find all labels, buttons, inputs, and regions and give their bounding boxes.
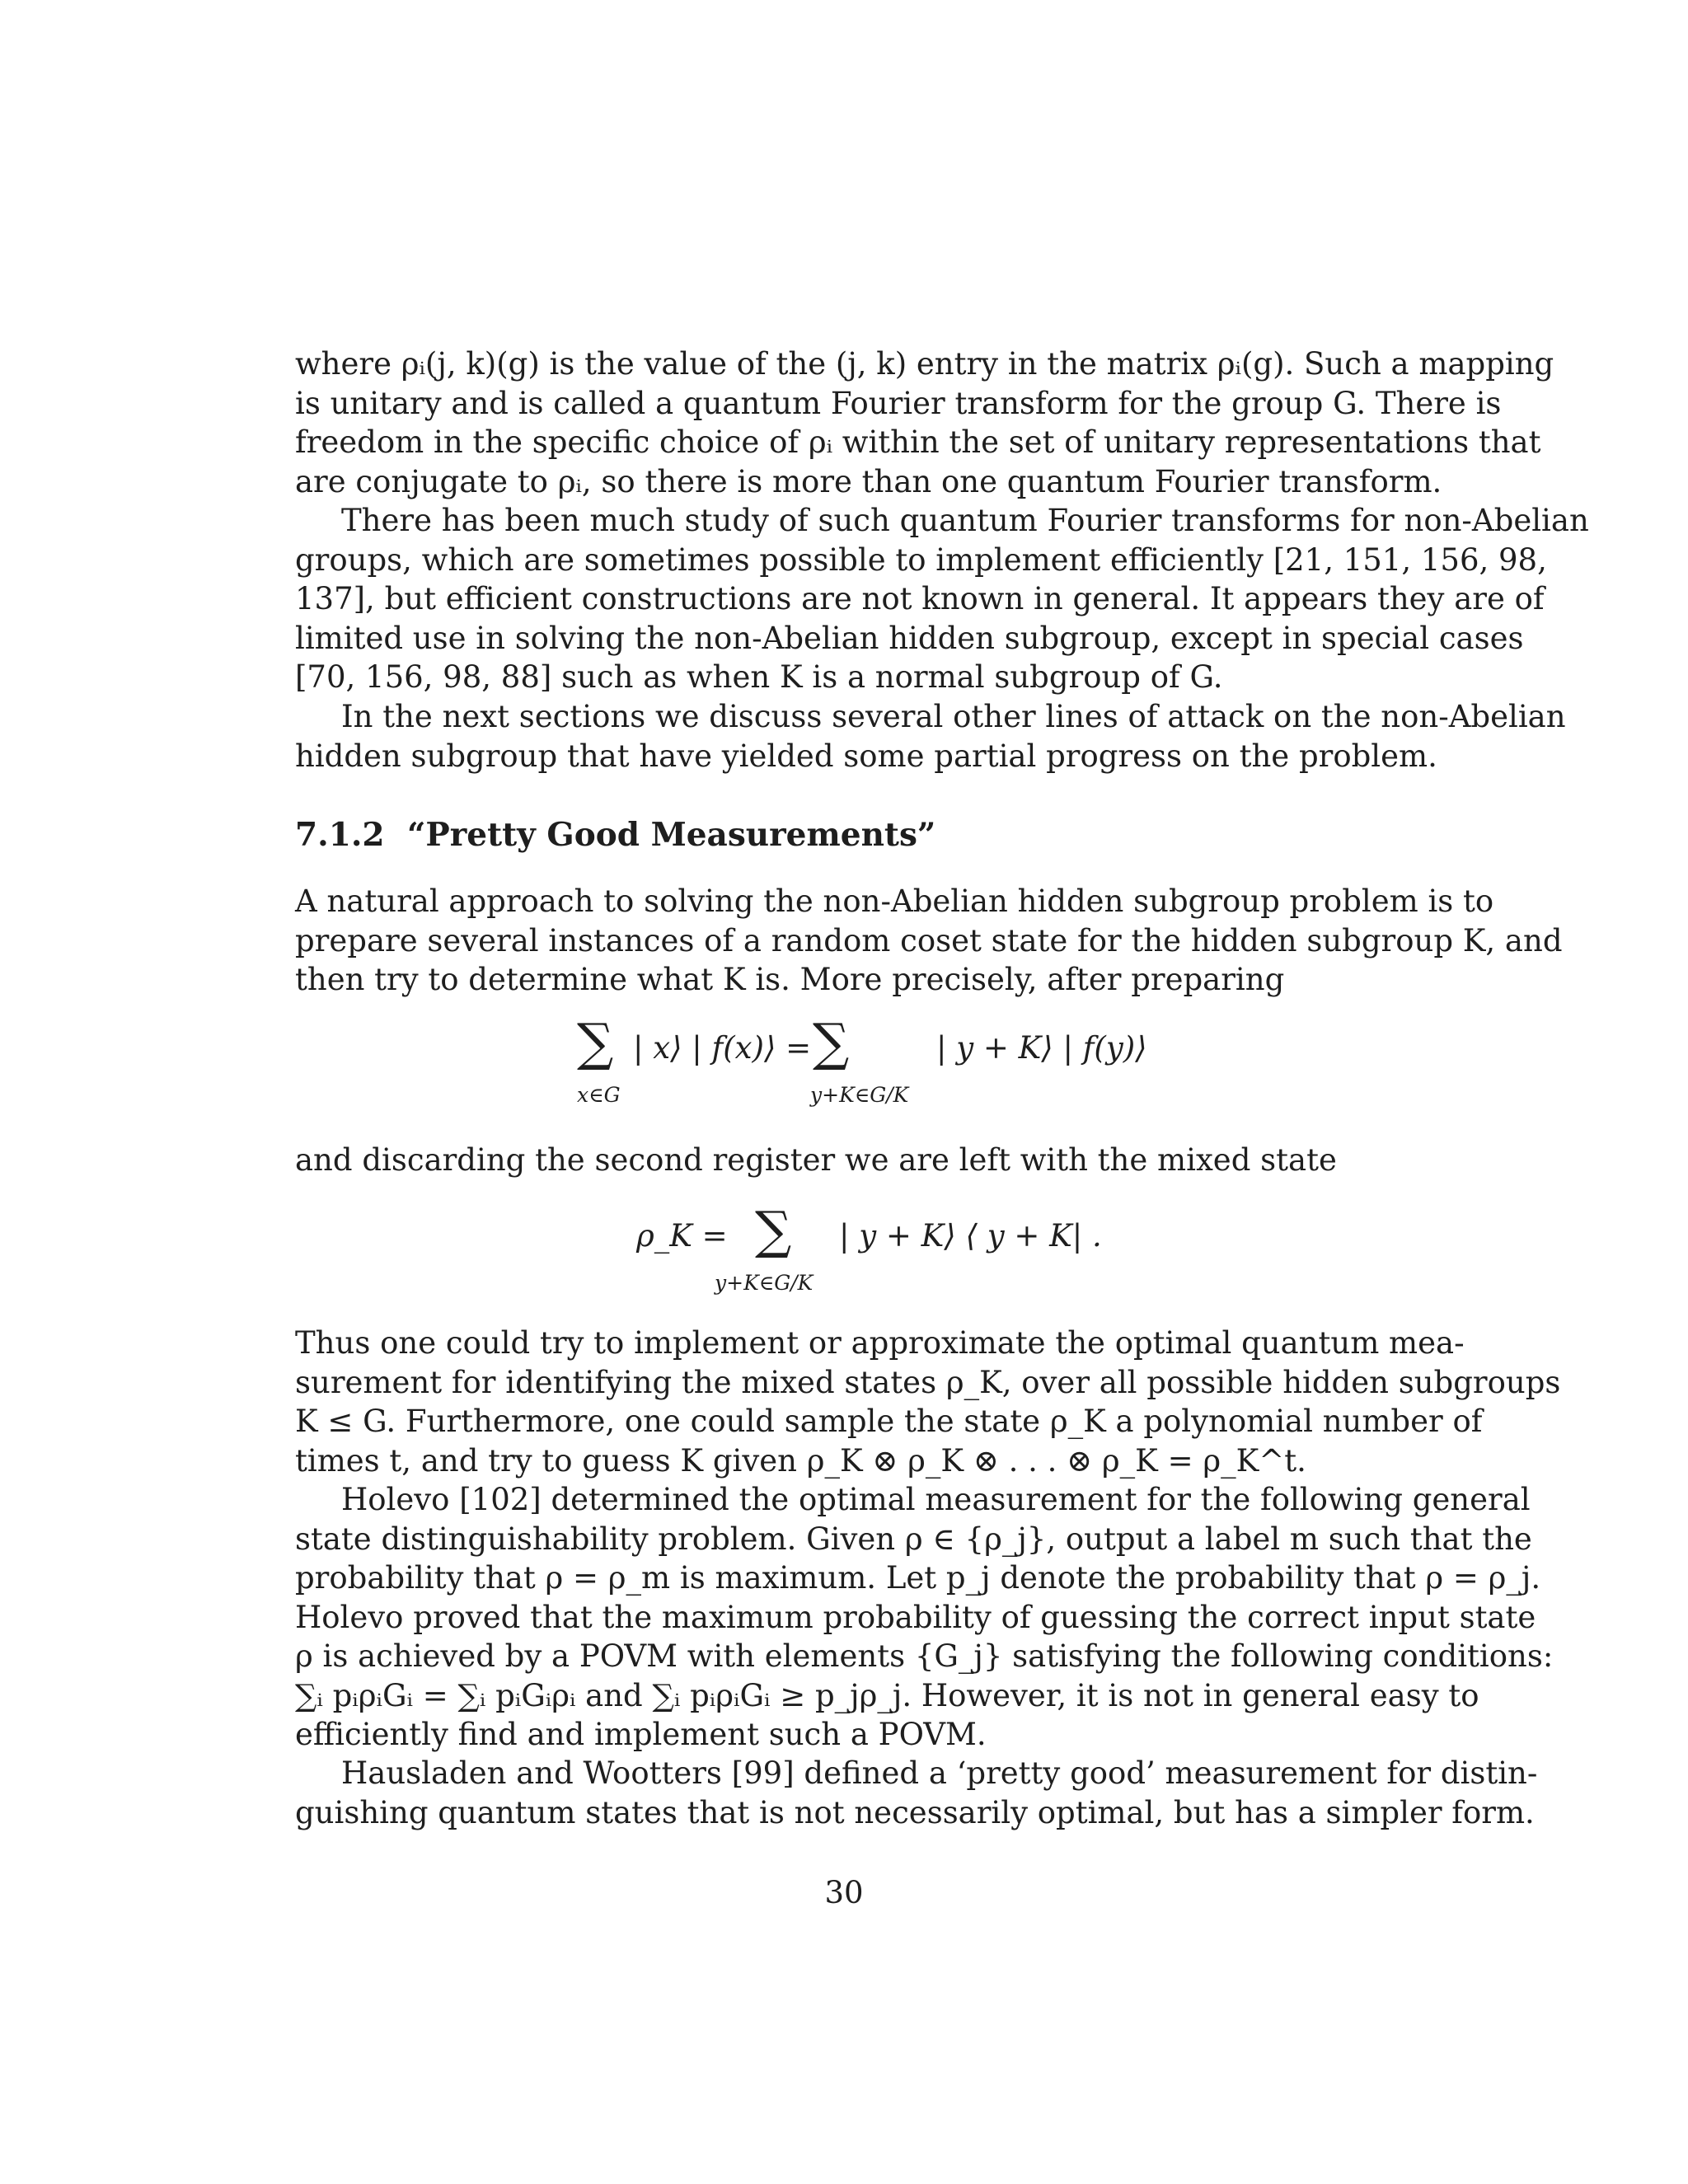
text-line: A natural approach to solving the non-Abelian hidden subgroup problem is to	[295, 883, 1494, 919]
text-line: Hausladen and Wootters [99] defined a ‘pretty good’ measurement for distin-	[341, 1755, 1538, 1791]
paragraph-qft-definition	[295, 344, 1554, 501]
text-line: K ≤ G. Furthermore, one could sample the state ρ_K a polynomial number of	[295, 1404, 1483, 1439]
text-line: prepare several instances of a random coset state for the hidden subgroup K, and	[295, 922, 1563, 958]
section-title: “Pretty Good Measurements”	[407, 816, 936, 854]
text-line: [70, 156, 98, 88] such as when K is a normal subgroup of G.	[295, 659, 1223, 695]
text-line: times t, and try to guess K given ρ_K ⊗ ρ_K ⊗ . . . ⊗ ρ_K = ρ_K^t.	[295, 1442, 1306, 1479]
equation-rhs: | y + K⟩ | f(y)⟩	[936, 1030, 1147, 1066]
summation-index: x∈G	[577, 1083, 621, 1107]
text-line: 137], but efficient constructions are not known in general. It appears they are of	[295, 581, 1545, 616]
section-number: 7.1.2	[295, 816, 385, 854]
summation-index: y+K∈G/K	[810, 1083, 909, 1107]
equation-rhs: | y + K⟩ ⟨ y + K| .	[839, 1218, 1102, 1254]
equation-lhs: | x⟩ | f(x)⟩ =	[633, 1030, 812, 1066]
text-line: ρ is achieved by a POVM with elements {G_j} satisfying the following conditions:	[295, 1638, 1554, 1674]
text-line: Thus one could try to implement or approximate the optimal quantum mea-	[295, 1325, 1465, 1361]
summation-index: y+K∈G/K	[715, 1271, 814, 1295]
text-line: is unitary and is called a quantum Fourier transform for the group G. There is	[295, 385, 1502, 421]
summation-symbol: ∑	[755, 1200, 792, 1260]
text-line: state distinguishability problem. Given ρ ∈ {ρ_j}, output a label m such that the	[295, 1521, 1532, 1557]
text-line: There has been much study of such quantum Fourier transforms for non-Abelian	[341, 503, 1589, 538]
text-line: are conjugate to ρᵢ, so there is more than one quantum Fourier transform.	[295, 463, 1442, 499]
paragraph-optimal-measurement	[295, 1324, 1561, 1480]
summation-symbol: ∑	[813, 1012, 850, 1072]
paragraph-hausladen-wootters	[295, 1754, 1538, 1832]
page-number: 30	[824, 1875, 864, 1910]
summation-symbol: ∑	[577, 1012, 614, 1072]
text-line: In the next sections we discuss several other lines of attack on the non-Abelian	[341, 699, 1566, 734]
text-line: probability that ρ = ρ_m is maximum. Let p_j denote the probability that ρ = ρ_j.	[295, 1560, 1541, 1596]
text-line: hidden subgroup that have yielded some partial progress on the problem.	[295, 738, 1437, 774]
text-line: ∑ᵢ pᵢρᵢGᵢ = ∑ᵢ pᵢGᵢρᵢ and ∑ᵢ pᵢρᵢGᵢ ≥ p_jρ_j. However, it is not in general easy to	[295, 1677, 1479, 1713]
text-line: guishing quantum states that is not necessarily optimal, but has a simpler form.	[295, 1794, 1535, 1830]
text-line: then try to determine what K is. More precisely, after preparing	[295, 962, 1285, 997]
paragraph-non-abelian-qft	[295, 501, 1589, 697]
text-line: freedom in the specific choice of ρᵢ within the set of unitary representations that	[295, 424, 1541, 460]
equation-coset-state	[577, 1012, 1203, 1107]
text-line: Holevo proved that the maximum probability of guessing the correct input state	[295, 1599, 1536, 1635]
text-line: limited use in solving the non-Abelian hidden subgroup, except in special cases	[295, 620, 1524, 656]
equation-lhs: ρ_K =	[636, 1218, 728, 1254]
paragraph-holevo	[295, 1480, 1554, 1755]
text-line: groups, which are sometimes possible to implement efficiently [21, 151, 156, 98,	[295, 541, 1547, 578]
text-line: Holevo [102] determined the optimal measurement for the following general	[341, 1482, 1531, 1517]
text-line: and discarding the second register we are left with the mixed state	[295, 1142, 1337, 1178]
equation-mixed-state	[636, 1200, 1114, 1295]
text-line: efficiently find and implement such a POVM.	[295, 1717, 987, 1752]
text-line: surement for identifying the mixed states ρ_K, over all possible hidden subgroups	[295, 1364, 1561, 1400]
section-heading	[295, 816, 935, 854]
text-line: where ρᵢ(j, k)(g) is the value of the (j, k) entry in the matrix ρᵢ(g). Such a mapping	[295, 346, 1554, 382]
paragraph-natural-approach	[295, 882, 1563, 1000]
paragraph-next-sections	[295, 697, 1566, 776]
paragraph-discarding	[295, 1141, 1428, 1180]
